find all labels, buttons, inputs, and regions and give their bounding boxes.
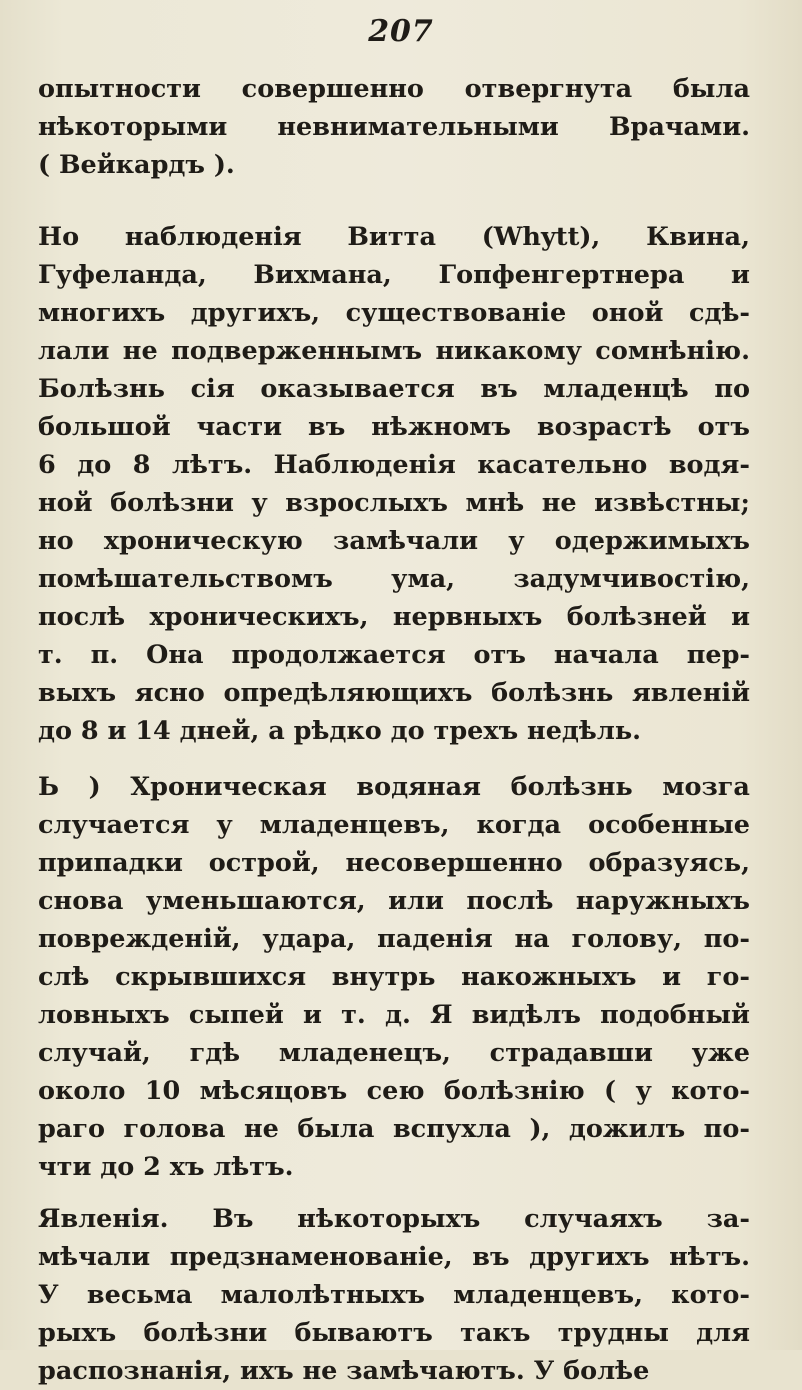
paragraph — [38, 1200, 750, 1390]
paragraph — [38, 70, 750, 184]
paragraph — [38, 218, 750, 750]
text-line: большой части въ нѣжномъ возрастѣ отъ — [38, 412, 750, 442]
text-line: У весьма малолѣтныхъ младенцевъ, кото- — [38, 1280, 750, 1310]
paragraph — [38, 768, 750, 1186]
text-line: ( Вейкардъ ). — [38, 150, 235, 180]
text-line: многихъ другихъ, существованіе оной сдѣ- — [38, 298, 750, 328]
text-line: чти до 2 хъ лѣтъ. — [38, 1152, 294, 1182]
text-line: снова уменьшаются, или послѣ наружныхъ — [38, 886, 750, 916]
text-line: выхъ ясно опредѣляющихъ болѣзнь явленій — [38, 678, 750, 708]
text-line: нѣкоторыми невнимательными Врачами. — [38, 112, 750, 142]
text-line: случай, гдѣ младенецъ, страдавши уже — [38, 1038, 750, 1068]
text-line: слѣ скрывшихся внутрь накожныхъ и го- — [38, 962, 750, 992]
text-line: помѣшательствомъ ума, задумчивостію, — [38, 564, 750, 594]
text-line: 6 до 8 лѣтъ. Наблюденія касательно водя- — [38, 450, 750, 480]
text-line: Болѣзнь сія оказывается въ младенцѣ по — [38, 374, 750, 404]
body-text — [38, 70, 750, 1390]
text-line: рыхъ болѣзни бываютъ такъ трудны для — [38, 1318, 750, 1348]
text-line: Ь ) Хроническая водяная болѣзнь мозга — [38, 772, 750, 802]
text-line: распознанія, ихъ не замѣчаютъ. У болѣе — [38, 1356, 650, 1386]
text-line: Но наблюденія Витта (Whytt), Квина, — [38, 222, 750, 252]
text-line: но хроническую замѣчали у одержимыхъ — [38, 526, 750, 556]
text-line: Гуфеланда, Вихмана, Гопфенгертнера и — [38, 260, 750, 290]
text-line: мѣчали предзнаменованіе, въ другихъ нѣтъ. — [38, 1242, 750, 1272]
text-line: раго голова не была вспухла ), дожилъ по- — [38, 1114, 750, 1144]
text-line: припадки острой, несовершенно образуясь, — [38, 848, 750, 878]
text-line: около 10 мѣсяцовъ сею болѣзнію ( у кото- — [38, 1076, 750, 1106]
text-line: ной болѣзни у взрослыхъ мнѣ не извѣстны; — [38, 488, 750, 518]
text-line: до 8 и 14 дней, а рѣдко до трехъ недѣль. — [38, 716, 642, 746]
text-line: послѣ хроническихъ, нервныхъ болѣзней и — [38, 602, 750, 632]
text-line: Явленія. Въ нѣкоторыхъ случаяхъ за- — [38, 1204, 750, 1234]
text-line: поврежденій, удара, паденія на голову, по- — [38, 924, 750, 954]
text-line: опытности совершенно отвергнута была — [38, 74, 750, 104]
text-line: лали не подверженнымъ никакому сомнѣнію. — [38, 336, 750, 366]
text-line: ловныхъ сыпей и т. д. Я видѣлъ подобный — [38, 1000, 750, 1030]
page-number: 207 — [368, 14, 434, 49]
text-line: случается у младенцевъ, когда особенные — [38, 810, 750, 840]
text-line: т. п. Она продолжается отъ начала пер- — [38, 640, 750, 670]
